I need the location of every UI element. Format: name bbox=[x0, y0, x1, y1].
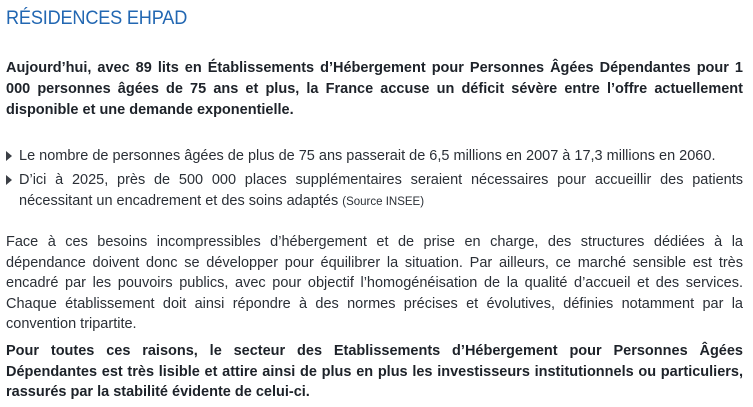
body-paragraph: Face à ces besoins incompressibles d’hébergement et de prise en charge, des structures dédiées à la dépendance doivent donc se développer pour équilibrer la situation. Par ailleurs, ce marché sensible est très encadré par les pouvoirs publics, avec pour objectif l’homogénéisation de la qualité d’accueil et des services. Chaque établissement doit ainsi répondre à des normes précises et évolutives, définies notamment par la convention tripartite. bbox=[6, 234, 743, 332]
caret-right-icon bbox=[6, 175, 12, 185]
intro-paragraph: Aujourd’hui, avec 89 lits en Établissements d’Hébergement pour Personnes Âgées Dépendantes pour 1 000 personnes âgées de 75 ans et plus, la France accuse un déficit sévère entre l’offre actuellement disponible et une demande exponentielle. bbox=[6, 60, 743, 118]
caret-right-icon bbox=[6, 151, 12, 161]
page-title: RÉSIDENCES EHPAD bbox=[6, 7, 188, 29]
bullet-text: Le nombre de personnes âgées de plus de 75 ans passerait de 6,5 millions en 2007 à 17,3 millions en 2060. bbox=[19, 148, 716, 164]
document-page bbox=[6, 0, 743, 400]
list-item bbox=[6, 170, 743, 213]
source-note: (Source INSEE) bbox=[342, 196, 425, 208]
bullet-list bbox=[6, 146, 743, 216]
bullet-text: D’ici à 2025, près de 500 000 places supplémentaires seraient nécessaires pour accueillir des patients nécessitant un encadrement et des soins adaptés bbox=[19, 172, 743, 209]
list-item bbox=[6, 146, 743, 167]
conclusion-paragraph: Pour toutes ces raisons, le secteur des Etablissements d’Hébergement pour Personnes Âgées Dépendantes est très lisible et attire ainsi de plus en plus les investisseurs institutionnels ou particuliers, rassurés par la stabilité évidente de celui-ci. bbox=[6, 343, 743, 400]
